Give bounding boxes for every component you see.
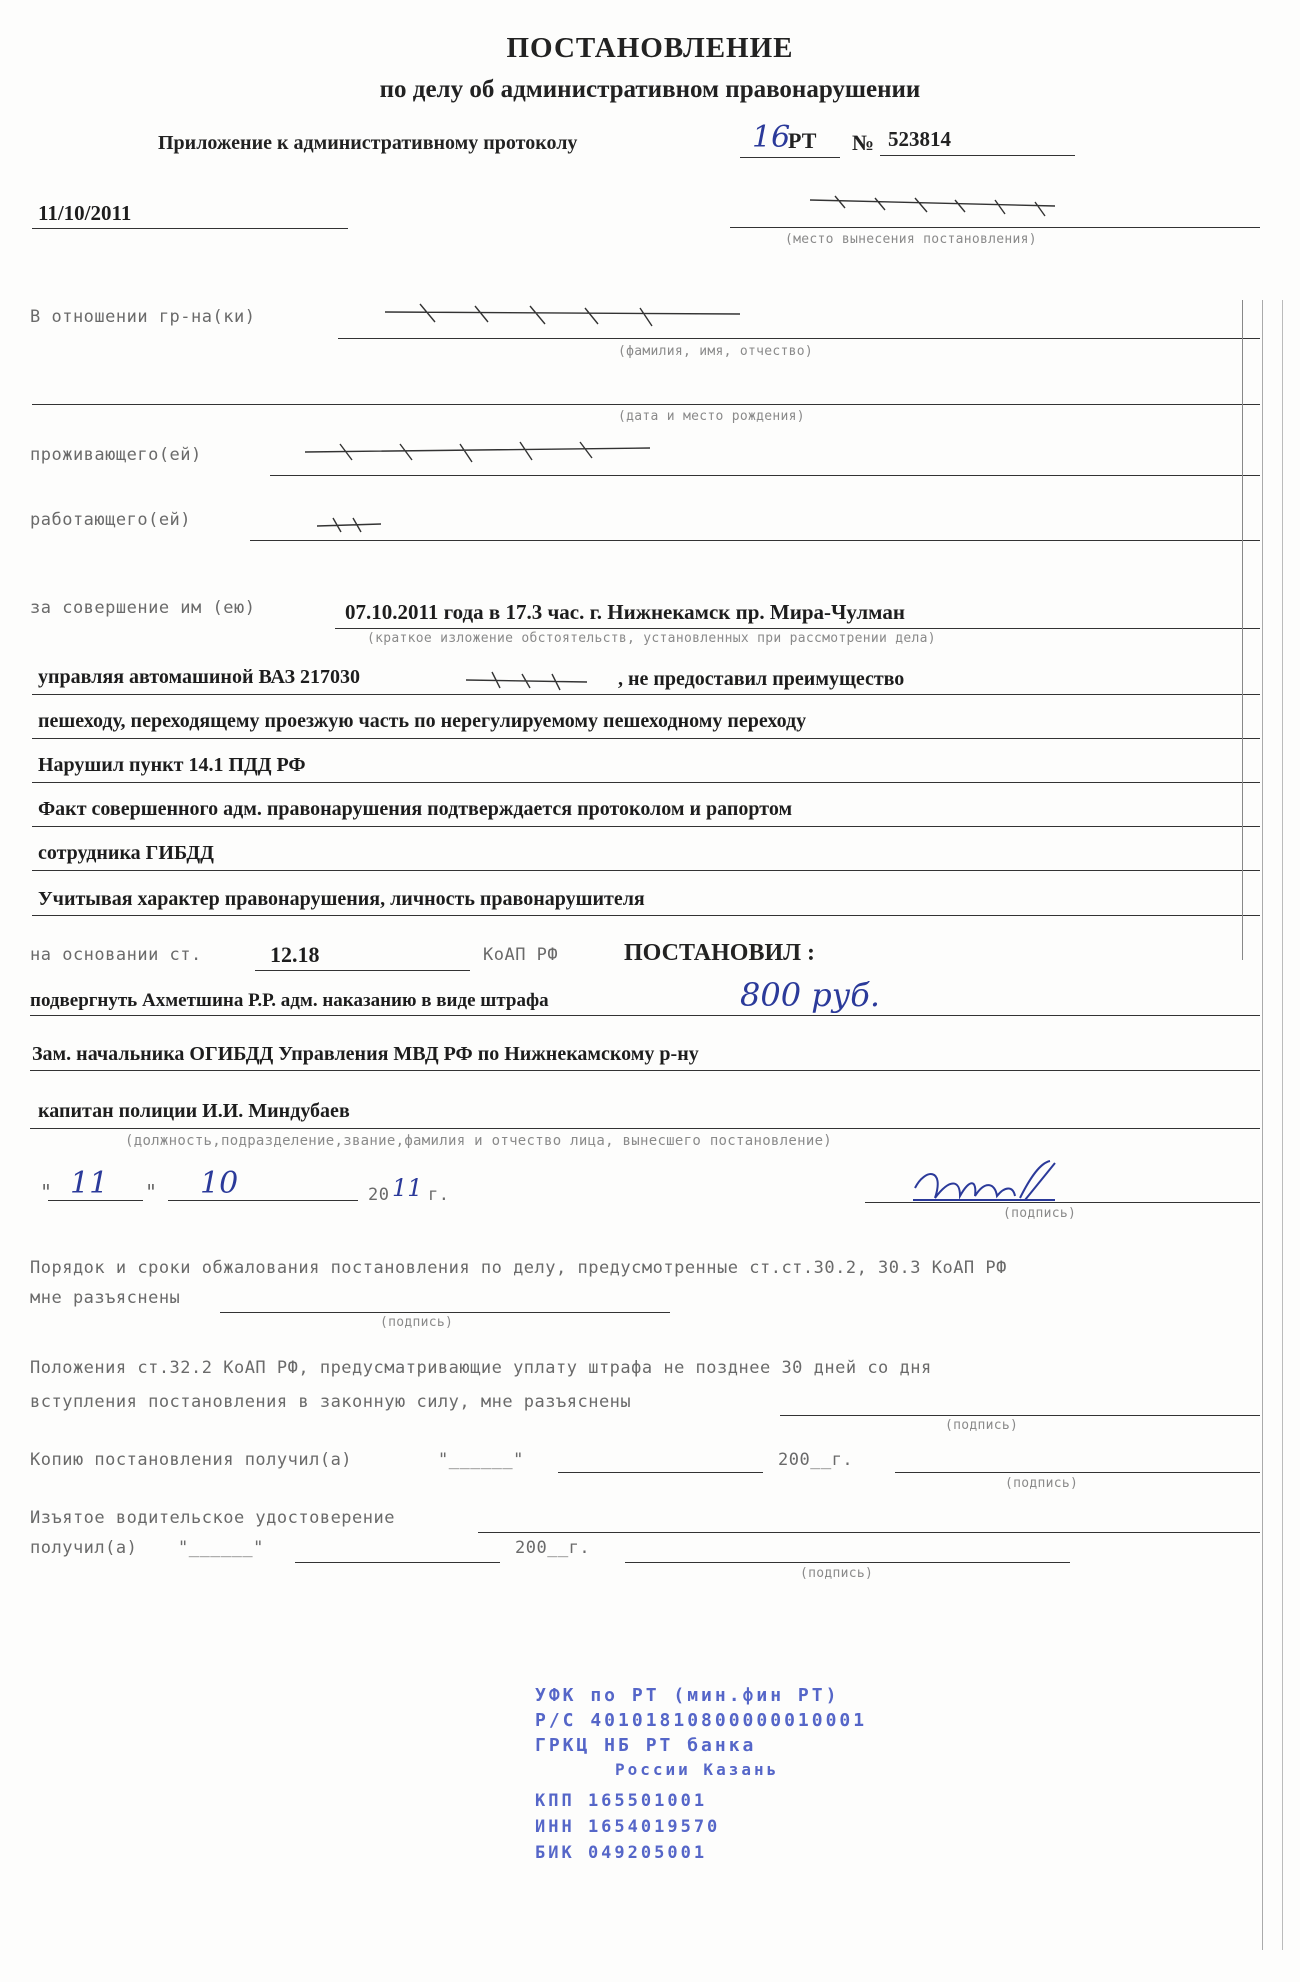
stamp-line-6: ИНН 1654019570 — [535, 1817, 721, 1837]
body-line-2: пешеходу, переходящему проезжую часть по нерегулируемому пешеходному переходу — [38, 710, 807, 732]
redaction-scribble — [315, 512, 385, 536]
protocol-series: РТ — [788, 128, 817, 153]
code-label: КоАП РФ — [483, 945, 559, 965]
appeal-line-1: Порядок и сроки обжалования постановления по делу, предусмотренные ст.ст.30.2, 30.3 КоАП РФ — [30, 1258, 1007, 1278]
protocol-number: 523814 — [888, 127, 951, 151]
license-label: Изъятое водительское удостоверение — [30, 1508, 395, 1528]
license-received-label: получил(а) — [30, 1538, 138, 1558]
place-caption: (место вынесения постановления) — [785, 232, 1037, 247]
stamp-line-4: России Казань — [615, 1760, 780, 1779]
official-caption: (должность,подразделение,звание,фамилия и отчество лица, вынесшего постановление) — [125, 1133, 833, 1149]
copy-received-year: 200__г. — [778, 1450, 854, 1470]
sign-year-prefix: 20 — [368, 1185, 390, 1205]
license-received-blank: "______" — [178, 1538, 264, 1558]
redaction-scribble — [380, 300, 750, 330]
penalty-text: подвергнуть Ахметшина Р.Р. адм. наказанию в виде штрафа — [30, 990, 549, 1011]
sign-year-suffix: 11 — [392, 1174, 423, 1202]
stamp-line-3: ГРКЦ НБ РТ банка — [535, 1735, 757, 1756]
committed-text: 07.10.2011 года в 17.3 час. г. Нижнекамск пр. Мира-Чулман — [345, 600, 905, 624]
payment-line-1: Положения ст.32.2 КоАП РФ, предусматривающие уплату штрафа не позднее 30 дней со дня — [30, 1358, 932, 1378]
stamp-line-7: БИК 049205001 — [535, 1843, 708, 1863]
protocol-label: Приложение к административному протоколу — [158, 132, 578, 154]
document-subtitle: по делу об административном правонарушении — [379, 76, 921, 103]
redaction-scribble — [300, 438, 660, 468]
payment-signature-caption: (подпись) — [945, 1418, 1019, 1433]
working-label: работающего(ей) — [30, 510, 192, 530]
birth-caption: (дата и место рождения) — [618, 409, 805, 424]
body-line-5: сотрудника ГИБДД — [38, 842, 214, 864]
regarding-label: В отношении гр-на(ки) — [30, 307, 256, 327]
payment-line-2: вступления постановления в законную силу, мне разъяснены — [30, 1392, 632, 1412]
decision-date: 11/10/2011 — [38, 201, 132, 225]
body-line-4: Факт совершенного адм. правонарушения подтверждается протоколом и рапортом — [38, 798, 793, 820]
date-quote-close: " — [145, 1180, 158, 1204]
sign-day: 11 — [70, 1166, 109, 1201]
body-line-1b: , не предоставил преимущество — [618, 668, 905, 690]
protocol-number-sign: № — [852, 130, 875, 155]
stamp-line-1: УФК по РТ (мин.фин РТ) — [535, 1685, 840, 1706]
signature-caption: (подпись) — [1003, 1206, 1077, 1221]
license-signature-caption: (подпись) — [800, 1566, 874, 1581]
stamp-line-2: Р/С 40101810800000010001 — [535, 1710, 868, 1731]
sign-month: 10 — [200, 1166, 239, 1201]
official-rank-name: капитан полиции И.И. Миндубаев — [38, 1100, 350, 1122]
basis-label: на основании ст. — [30, 945, 202, 965]
official-position: Зам. начальника ОГИБДД Управления МВД РФ по Нижнекамскому р-ну — [32, 1043, 699, 1065]
body-line-6: Учитывая характер правонарушения, личность правонарушителя — [38, 888, 645, 910]
date-quote-open: " — [40, 1180, 53, 1204]
official-signature — [905, 1158, 1075, 1213]
redaction-scribble — [462, 668, 592, 692]
residing-label: проживающего(ей) — [30, 445, 202, 465]
committed-label: за совершение им (ею) — [30, 598, 256, 618]
copy-received-label: Копию постановления получил(а) — [30, 1450, 353, 1470]
article-number: 12.18 — [270, 942, 320, 967]
protocol-region: 16 — [752, 120, 791, 155]
body-line-1: управляя автомашиной ВАЗ 217030 — [38, 666, 361, 688]
appeal-signature-caption: (подпись) — [380, 1315, 454, 1330]
redaction-scribble — [805, 192, 1065, 222]
fine-amount: 800 руб. — [740, 976, 880, 1014]
stamp-line-5: КПП 165501001 — [535, 1791, 708, 1811]
fio-caption: (фамилия, имя, отчество) — [618, 344, 814, 359]
decided-heading: ПОСТАНОВИЛ : — [624, 940, 815, 966]
copy-signature-caption: (подпись) — [1005, 1476, 1079, 1491]
document-title: ПОСТАНОВЛЕНИЕ — [506, 32, 794, 64]
circumstances-caption: (краткое изложение обстоятельств, установленных при рассмотрении дела) — [367, 631, 936, 646]
sign-year-suffix-label: г. — [428, 1185, 450, 1205]
bank-stamp — [535, 1685, 867, 1863]
license-received-year: 200__г. — [515, 1538, 591, 1558]
appeal-line-2: мне разъяснены — [30, 1288, 181, 1308]
body-line-3: Нарушил пункт 14.1 ПДД РФ — [38, 754, 306, 776]
copy-received-blank: "______" — [438, 1450, 524, 1470]
